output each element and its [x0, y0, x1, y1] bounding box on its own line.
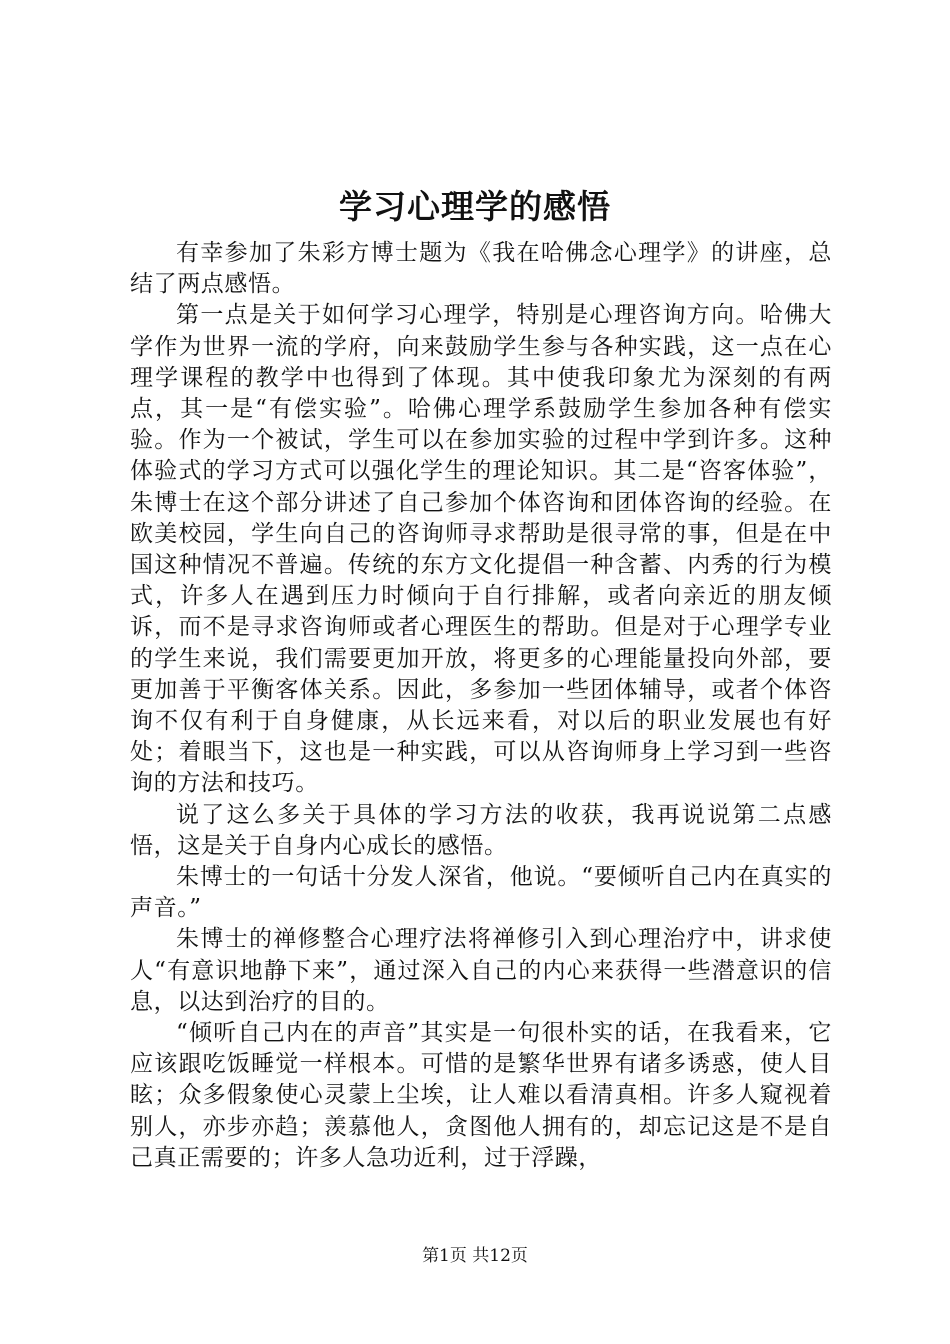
- document-body: [130, 238, 832, 1174]
- paragraph: 朱博士的一句话十分发人深省，他说。“要倾听自己内在真实的声音。”: [130, 864, 832, 922]
- paragraph: “倾听自己内在的声音”其实是一句很朴实的话，在我看来，它应该跟吃饭睡觉一样根本。可惜的是繁华世界有诸多诱惑，使人目眩；众多假象使心灵蒙上尘埃，让人难以看清真相。许多人窥视着别人，亦步亦趋；羡慕他人，贪图他人拥有的，却忘记这是不是自己真正需要的；许多人急功近利，过于浮躁，: [130, 1020, 832, 1171]
- page-number-footer: 第1页 共12页: [422, 1246, 528, 1266]
- document-title: 学习心理学的感悟: [339, 187, 611, 226]
- paragraph: 朱博士的禅修整合心理疗法将禅修引入到心理治疗中，讲求使人“有意识地静下来”，通过深入自己的内心来获得一些潜意识的信息，以达到治疗的目的。: [130, 926, 832, 1015]
- paragraph: 说了这么多关于具体的学习方法的收获，我再说说第二点感悟，这是关于自身内心成长的感悟。: [130, 801, 832, 859]
- paragraph: 有幸参加了朱彩方博士题为《我在哈佛念心理学》的讲座，总结了两点感悟。: [130, 240, 832, 298]
- paragraph: 第一点是关于如何学习心理学，特别是心理咨询方向。哈佛大学作为世界一流的学府，向来鼓励学生参与各种实践，这一点在心理学课程的教学中也得到了体现。其中使我印象尤为深刻的有两点，其一是“有偿实验”。哈佛心理学系鼓励学生参加各种有偿实验。作为一个被试，学生可以在参加实验的过程中学到许多。这种体验式的学习方式可以强化学生的理论知识。其二是“咨客体验”，朱博士在这个部分讲述了自己参加个体咨询和团体咨询的经验。在欧美校园，学生向自己的咨询师寻求帮助是很寻常的事，但是在中国这种情况不普遍。传统的东方文化提倡一种含蓄、内秀的行为模式，许多人在遇到压力时倾向于自行排解，或者向亲近的朋友倾诉，而不是寻求咨询师或者心理医生的帮助。但是对于心理学专业的学生来说，我们需要更加开放，将更多的心理能量投向外部，要更加善于平衡客体关系。因此，多参加一些团体辅导，或者个体咨询不仅有利于自身健康，从长远来看，对以后的职业发展也有好处；着眼当下，这也是一种实践，可以从咨询师身上学习到一些咨询的方法和技巧。: [130, 302, 832, 797]
